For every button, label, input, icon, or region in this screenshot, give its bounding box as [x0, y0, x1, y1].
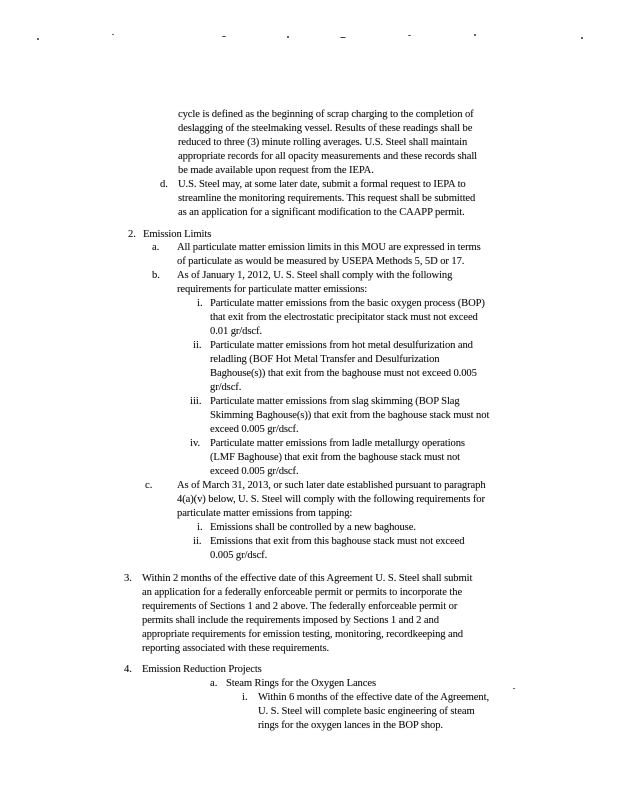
text-line: appropriate requirements for emission testing, monitoring, recordkeeping and: [142, 629, 464, 640]
text-line: that exit from the electrostatic precipitator stack must not exceed: [210, 312, 478, 323]
text-line: Baghouse(s)) that exit from the baghouse must not exceed 0.005: [210, 368, 477, 379]
item-2b-iii-marker: iii.: [190, 396, 202, 407]
scan-speck: [408, 35, 411, 36]
text-line: Emissions that exit from this baghouse stack must not exceed: [210, 536, 465, 547]
text-line: (LMF Baghouse) that exit from the baghouse stack must not: [210, 452, 460, 463]
scan-speck: [37, 38, 39, 40]
text-line: reporting associated with these requirements.: [142, 643, 330, 654]
text-line: appropriate records for all opacity measurements and these records shall: [178, 151, 478, 162]
text-line: reduced to three (3) minute rolling averages. U.S. Steel shall maintain: [178, 137, 468, 148]
item-2b-marker: b.: [152, 270, 160, 281]
text-line: deslagging of the steelmaking vessel. Results of these readings shall be: [178, 123, 473, 134]
text-line: Particulate matter emissions from the basic oxygen process (BOP): [210, 298, 485, 309]
section-2-title: Emission Limits: [143, 229, 212, 240]
scan-speck: [581, 37, 583, 39]
text-line: as an application for a significant modification to the CAAPP permit.: [178, 207, 465, 218]
item-d-marker: d.: [160, 179, 168, 190]
item-2a-marker: a.: [152, 242, 160, 253]
scan-speck: [112, 34, 114, 35]
text-line: Particulate matter emissions from hot metal desulfurization and: [210, 340, 473, 351]
item-4a-marker: a.: [210, 678, 218, 689]
text-line: 0.005 gr/dscf.: [210, 550, 268, 561]
item-2b-iv-marker: iv.: [190, 438, 201, 449]
scan-speck: [513, 688, 515, 689]
item-2c-i-marker: i.: [197, 522, 203, 533]
item-4a-title: Steam Rings for the Oxygen Lances: [226, 678, 376, 689]
scan-speck: [340, 37, 346, 38]
text-line: reladling (BOF Hot Metal Transfer and Desulfurization: [210, 354, 440, 365]
text-line: particulate matter emissions from tapping:: [177, 508, 353, 519]
text-line: exceed 0.005 gr/dscf.: [210, 466, 299, 477]
text-line: gr/dscf.: [210, 382, 242, 393]
section-4-title: Emission Reduction Projects: [142, 664, 262, 675]
text-line: cycle is defined as the beginning of scrap charging to the completion of: [178, 109, 474, 120]
text-line: requirements of Sections 1 and 2 above. The federally enforceable permit or: [142, 601, 458, 612]
scan-speck: [474, 34, 476, 36]
text-line: Within 2 months of the effective date of this Agreement U. S. Steel shall submit: [142, 573, 473, 584]
item-4a-i-marker: i.: [242, 692, 248, 703]
text-line: Emissions shall be controlled by a new baghouse.: [210, 522, 416, 533]
text-line: an application for a federally enforceable permit or permits to incorporate the: [142, 587, 463, 598]
text-line: U.S. Steel may, at some later date, submit a formal request to IEPA to: [178, 179, 466, 190]
item-2c-ii-marker: ii.: [193, 536, 202, 547]
text-line: rings for the oxygen lances in the BOP shop.: [258, 720, 443, 731]
section-4-marker: 4.: [124, 664, 132, 675]
text-line: Particulate matter emissions from ladle metallurgy operations: [210, 438, 465, 449]
text-line: As of January 1, 2012, U. S. Steel shall comply with the following: [177, 270, 453, 281]
item-2b-ii-marker: ii.: [193, 340, 202, 351]
text-line: be made available upon request from the IEPA.: [178, 165, 374, 176]
text-line: of particulate as would be measured by USEPA Methods 5, 5D or 17.: [177, 256, 465, 267]
text-line: All particulate matter emission limits in this MOU are expressed in terms: [177, 242, 481, 253]
text-line: U. S. Steel will complete basic engineering of steam: [258, 706, 475, 717]
text-line: requirements for particulate matter emissions:: [177, 284, 368, 295]
text-line: 0.01 gr/dscf.: [210, 326, 262, 337]
text-line: permits shall include the requirements imposed by Sections 1 and 2 and: [142, 615, 439, 626]
text-line: 4(a)(v) below, U. S. Steel will comply with the following requirements for: [177, 494, 485, 505]
section-3-marker: 3.: [124, 573, 132, 584]
text-line: Within 6 months of the effective date of the Agreement,: [258, 692, 489, 703]
scan-speck: [222, 36, 226, 37]
item-2b-i-marker: i.: [197, 298, 203, 309]
text-line: exceed 0.005 gr/dscf.: [210, 424, 299, 435]
text-line: streamline the monitoring requirements. This request shall be submitted: [178, 193, 476, 204]
text-line: Particulate matter emissions from slag skimming (BOP Slag: [210, 396, 460, 407]
section-2-marker: 2.: [128, 229, 136, 240]
text-line: Skimming Baghouse(s)) that exit from the baghouse stack must not: [210, 410, 490, 421]
scan-speck: [287, 36, 289, 38]
item-2c-marker: c.: [145, 480, 153, 491]
text-line: As of March 31, 2013, or such later date established pursuant to paragraph: [177, 480, 486, 491]
